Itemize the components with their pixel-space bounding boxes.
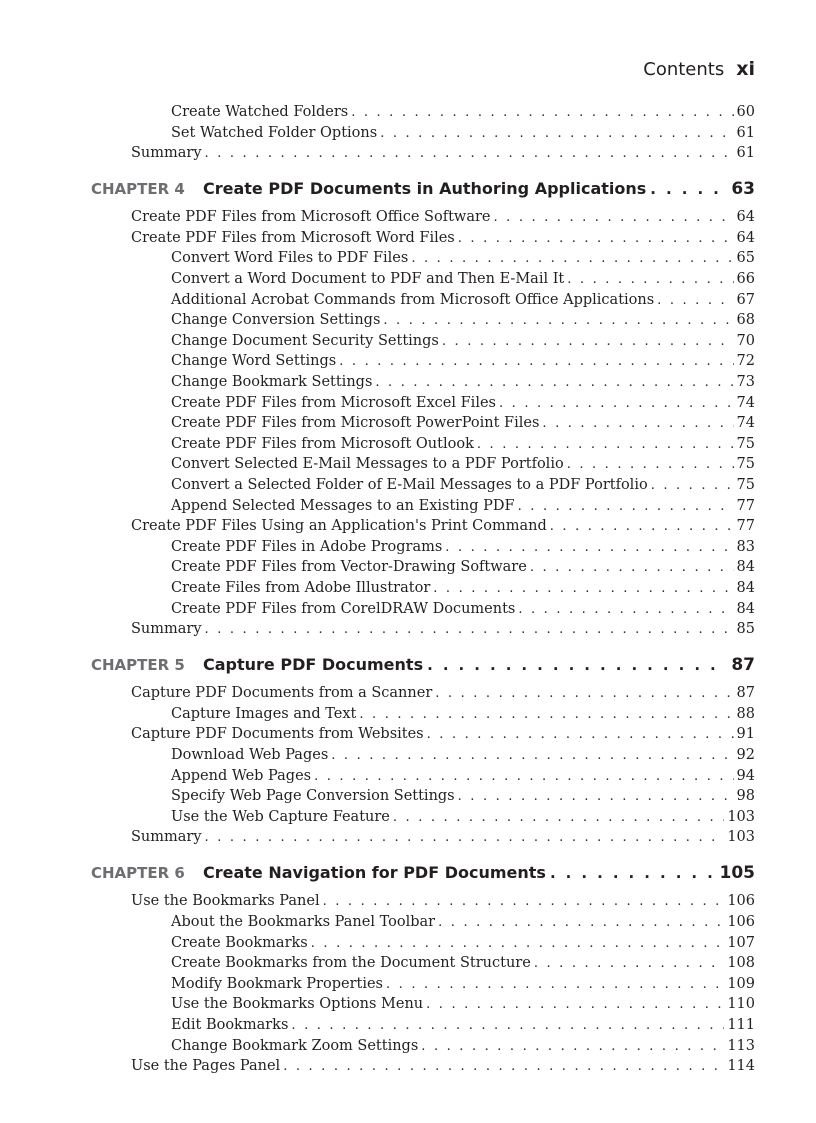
toc-entry-title: Create Watched Folders — [171, 104, 349, 120]
toc-entry-page-number: 88 — [736, 705, 755, 722]
toc-entry-subsection — [171, 1015, 755, 1035]
toc-entry-subsection — [171, 496, 755, 516]
toc-entry-section — [131, 891, 755, 911]
chapter-heading — [91, 861, 755, 885]
dot-leader — [311, 934, 725, 954]
toc-entry-subsection — [171, 557, 755, 577]
toc-entry-subsection — [171, 475, 755, 495]
toc-entry-page-number: 60 — [736, 104, 755, 120]
toc-entry-title: Append Selected Messages to an Existing PDF — [171, 497, 515, 514]
toc-entry-title: Use the Pages Panel — [131, 1058, 281, 1075]
toc-entry-page-number: 103 — [727, 808, 755, 825]
dot-leader — [550, 517, 734, 537]
toc-entry-title: Create PDF Files in Adobe Programs — [171, 538, 443, 555]
dot-leader — [657, 291, 733, 311]
toc-entry-title: Capture PDF Documents from Websites — [131, 726, 424, 743]
dot-leader — [331, 746, 733, 766]
toc-entry-section — [131, 1056, 755, 1076]
dot-leader — [339, 352, 733, 372]
toc-entry-subsection — [171, 269, 755, 289]
dot-leader — [393, 808, 724, 828]
toc-entry-title: Create PDF Files Using an Application's Print Command — [131, 518, 547, 535]
toc-entry-title: Summary — [131, 145, 202, 162]
toc-entry-page-number: 75 — [736, 435, 755, 452]
toc-entry-page-number: 73 — [736, 374, 755, 390]
toc-entry-title: Append Web Pages — [171, 767, 312, 784]
toc-entry-subsection — [171, 248, 755, 268]
dot-leader — [205, 828, 725, 848]
toc-entry-page-number: 85 — [736, 621, 755, 638]
toc-entry-title: Create Bookmarks from the Document Structure — [171, 955, 531, 972]
toc-entry-page-number: 67 — [736, 291, 755, 308]
toc-entry-title: Create PDF Files from Microsoft Word Files — [131, 229, 455, 246]
toc-entry-page-number: 106 — [727, 893, 755, 910]
toc-entry-section — [131, 827, 755, 847]
toc-entry-title: Convert a Word Document to PDF and Then E-Mail It — [171, 271, 565, 287]
toc-entry-title: Create PDF Files from Microsoft PowerPoint Files — [171, 415, 540, 432]
dot-leader — [380, 124, 733, 144]
toc-entry-page-number: 98 — [736, 788, 755, 805]
toc-entry-page-number: 72 — [736, 353, 755, 370]
toc-entry-page-number: 68 — [736, 312, 755, 329]
toc-entry-title: Convert Selected E-Mail Messages to a PDF Portfolio — [171, 456, 564, 473]
dot-leader — [435, 684, 733, 704]
dot-leader — [650, 177, 727, 201]
toc-entry-subsection — [171, 393, 755, 413]
toc-entry-title: Convert Word Files to PDF Files — [171, 250, 409, 267]
dot-leader — [458, 229, 734, 249]
toc-entry-page-number: 87 — [736, 685, 755, 702]
dot-leader — [433, 579, 733, 599]
toc-entry-page-number: 61 — [736, 145, 755, 162]
toc-entry-title: Summary — [131, 829, 202, 846]
dot-leader — [651, 476, 734, 496]
toc-entry-title: About the Bookmarks Panel Toolbar — [171, 914, 436, 930]
toc-entry-subsection — [171, 912, 755, 932]
dot-leader — [518, 600, 733, 620]
chapter-heading — [91, 653, 755, 677]
toc-entry-page-number: 83 — [736, 538, 755, 555]
toc-entry-section — [131, 516, 755, 536]
toc-entry-page-number: 64 — [736, 229, 755, 246]
toc-entry-subsection — [171, 953, 755, 973]
toc-entry-title: Edit Bookmarks — [171, 1017, 289, 1033]
chapter-label: CHAPTER 5 — [91, 655, 185, 674]
toc-entry-subsection — [171, 454, 755, 474]
toc-entry-page-number: 75 — [736, 456, 755, 473]
toc-entry-title: Modify Bookmark Properties — [171, 975, 383, 992]
toc-entry-page-number: 113 — [727, 1037, 755, 1054]
toc-entry-title: Use the Bookmarks Options Menu — [171, 996, 424, 1013]
toc-entry-title: Change Word Settings — [171, 353, 337, 370]
dot-leader — [205, 620, 734, 640]
toc-entry-subsection — [171, 290, 755, 310]
chapter-heading — [91, 177, 755, 201]
dot-leader — [567, 455, 734, 475]
toc-entry-page-number: 84 — [736, 580, 755, 596]
toc-entry-page-number: 107 — [727, 934, 755, 951]
toc-entry-subsection — [171, 310, 755, 330]
toc-entry-section — [131, 683, 755, 703]
dot-leader — [550, 861, 716, 885]
toc-entry-subsection — [171, 745, 755, 765]
toc-entry-page-number: 61 — [736, 124, 755, 141]
chapter-title: Capture PDF Documents — [203, 654, 424, 674]
dot-leader — [499, 394, 734, 414]
toc-entry-subsection — [171, 537, 755, 557]
dot-leader — [351, 103, 733, 123]
toc-entry-subsection — [171, 766, 755, 786]
toc-entry-subsection — [171, 102, 755, 122]
toc-entry-page-number: 70 — [736, 332, 755, 349]
dot-leader — [530, 558, 734, 578]
running-header-title: Contents — [643, 59, 725, 80]
toc-entry-title: Create Bookmarks — [171, 934, 308, 951]
toc-entry-title: Download Web Pages — [171, 747, 329, 763]
dot-leader — [518, 497, 734, 517]
chapter-title: Create Navigation for PDF Documents — [203, 863, 546, 882]
chapter-page-number: 87 — [731, 654, 755, 675]
toc-entry-page-number: 92 — [736, 747, 755, 763]
toc-entry-page-number: 106 — [727, 914, 755, 930]
toc-entry-page-number: 64 — [736, 209, 755, 226]
dot-leader — [283, 1057, 724, 1077]
toc-entry-page-number: 66 — [736, 271, 755, 287]
toc-entry-title: Set Watched Folder Options — [171, 124, 378, 141]
dot-leader — [567, 270, 733, 290]
toc-entry-section — [131, 207, 755, 227]
toc-entry-page-number: 84 — [736, 559, 755, 576]
dot-leader — [542, 414, 733, 434]
toc-entry-section — [131, 724, 755, 744]
dot-leader — [386, 975, 724, 995]
running-header-page-number: xi — [736, 58, 755, 80]
dot-leader — [477, 435, 734, 455]
dot-leader — [427, 653, 727, 677]
dot-leader — [411, 249, 733, 269]
toc-entry-title: Create Files from Adobe Illustrator — [171, 580, 431, 596]
toc-entry-page-number: 94 — [736, 767, 755, 784]
dot-leader — [291, 1016, 724, 1036]
toc-entry-subsection — [171, 599, 755, 619]
toc-entry-section — [131, 619, 755, 639]
toc-entry-section — [131, 143, 755, 163]
toc-entry-page-number: 74 — [736, 415, 755, 432]
toc-entry-subsection — [171, 704, 755, 724]
dot-leader — [421, 1037, 724, 1057]
toc-entry-title: Create PDF Files from Microsoft Excel Files — [171, 394, 496, 411]
toc-entry-subsection — [171, 994, 755, 1014]
toc-entry-subsection — [171, 331, 755, 351]
chapter-page-number: 63 — [731, 178, 755, 199]
toc-entry-page-number: 74 — [736, 394, 755, 411]
dot-leader — [534, 954, 724, 974]
toc-entry-title: Create PDF Files from Microsoft Office Software — [131, 209, 491, 226]
toc-entry-title: Additional Acrobat Commands from Microsoft Office Applications — [171, 291, 655, 308]
toc-entry-title: Capture PDF Documents from a Scanner — [131, 685, 433, 702]
toc-entry-page-number: 75 — [736, 477, 755, 493]
dot-leader — [205, 144, 734, 164]
toc-entry-title: Convert a Selected Folder of E-Mail Messages to a PDF Portfolio — [171, 477, 648, 493]
toc-entry-title: Create PDF Files from CorelDRAW Documents — [171, 600, 516, 617]
toc-entry-subsection — [171, 933, 755, 953]
toc-entry-title: Change Document Security Settings — [171, 332, 439, 349]
toc-entry-subsection — [171, 434, 755, 454]
toc-entry-subsection — [171, 123, 755, 143]
dot-leader — [445, 538, 733, 558]
toc-entry-page-number: 109 — [727, 975, 755, 992]
toc-entry-page-number: 110 — [727, 996, 755, 1013]
toc-entry-page-number: 77 — [736, 518, 755, 535]
toc-entry-subsection — [171, 351, 755, 371]
chapter-title: Create PDF Documents in Authoring Applications — [203, 178, 647, 198]
toc-entry-title: Create PDF Files from Microsoft Outlook — [171, 435, 474, 452]
toc-entry-title: Specify Web Page Conversion Settings — [171, 788, 455, 805]
toc-entry-section — [131, 228, 755, 248]
toc-entry-page-number: 91 — [736, 726, 755, 743]
toc-entry-subsection — [171, 413, 755, 433]
dot-leader — [314, 767, 733, 787]
dot-leader — [442, 332, 734, 352]
dot-leader — [438, 913, 724, 933]
toc-entry-subsection — [171, 372, 755, 392]
toc-entry-page-number: 111 — [727, 1017, 755, 1033]
toc-entry-page-number: 84 — [736, 600, 755, 617]
dot-leader — [383, 311, 733, 331]
chapter-label: CHAPTER 4 — [91, 179, 185, 198]
toc-entry-page-number: 103 — [727, 829, 755, 846]
dot-leader — [375, 373, 733, 393]
dot-leader — [427, 725, 734, 745]
dot-leader — [426, 995, 724, 1015]
chapter-label: CHAPTER 6 — [91, 864, 185, 882]
toc-entry-page-number: 108 — [727, 955, 755, 972]
toc-entry-title: Create PDF Files from Vector-Drawing Software — [171, 559, 527, 576]
dot-leader — [359, 705, 733, 725]
toc-entry-title: Capture Images and Text — [171, 705, 357, 722]
toc-entry-subsection — [171, 974, 755, 994]
toc-entry-page-number: 77 — [736, 497, 755, 514]
chapter-page-number: 105 — [719, 863, 755, 883]
toc-entry-title: Change Conversion Settings — [171, 312, 381, 329]
toc-entry-title: Summary — [131, 621, 202, 638]
toc-entry-title: Use the Web Capture Feature — [171, 808, 390, 825]
toc-entry-page-number: 65 — [736, 250, 755, 267]
dot-leader — [323, 892, 725, 912]
dot-leader — [458, 787, 734, 807]
toc-entry-subsection — [171, 1036, 755, 1056]
toc-entry-title: Change Bookmark Settings — [171, 374, 373, 390]
toc-entry-subsection — [171, 807, 755, 827]
dot-leader — [493, 208, 733, 228]
toc-entry-subsection — [171, 786, 755, 806]
toc-entry-title: Change Bookmark Zoom Settings — [171, 1037, 419, 1054]
toc-entry-title: Use the Bookmarks Panel — [131, 893, 320, 910]
toc-entry-subsection — [171, 578, 755, 598]
toc-entry-page-number: 114 — [727, 1058, 755, 1075]
